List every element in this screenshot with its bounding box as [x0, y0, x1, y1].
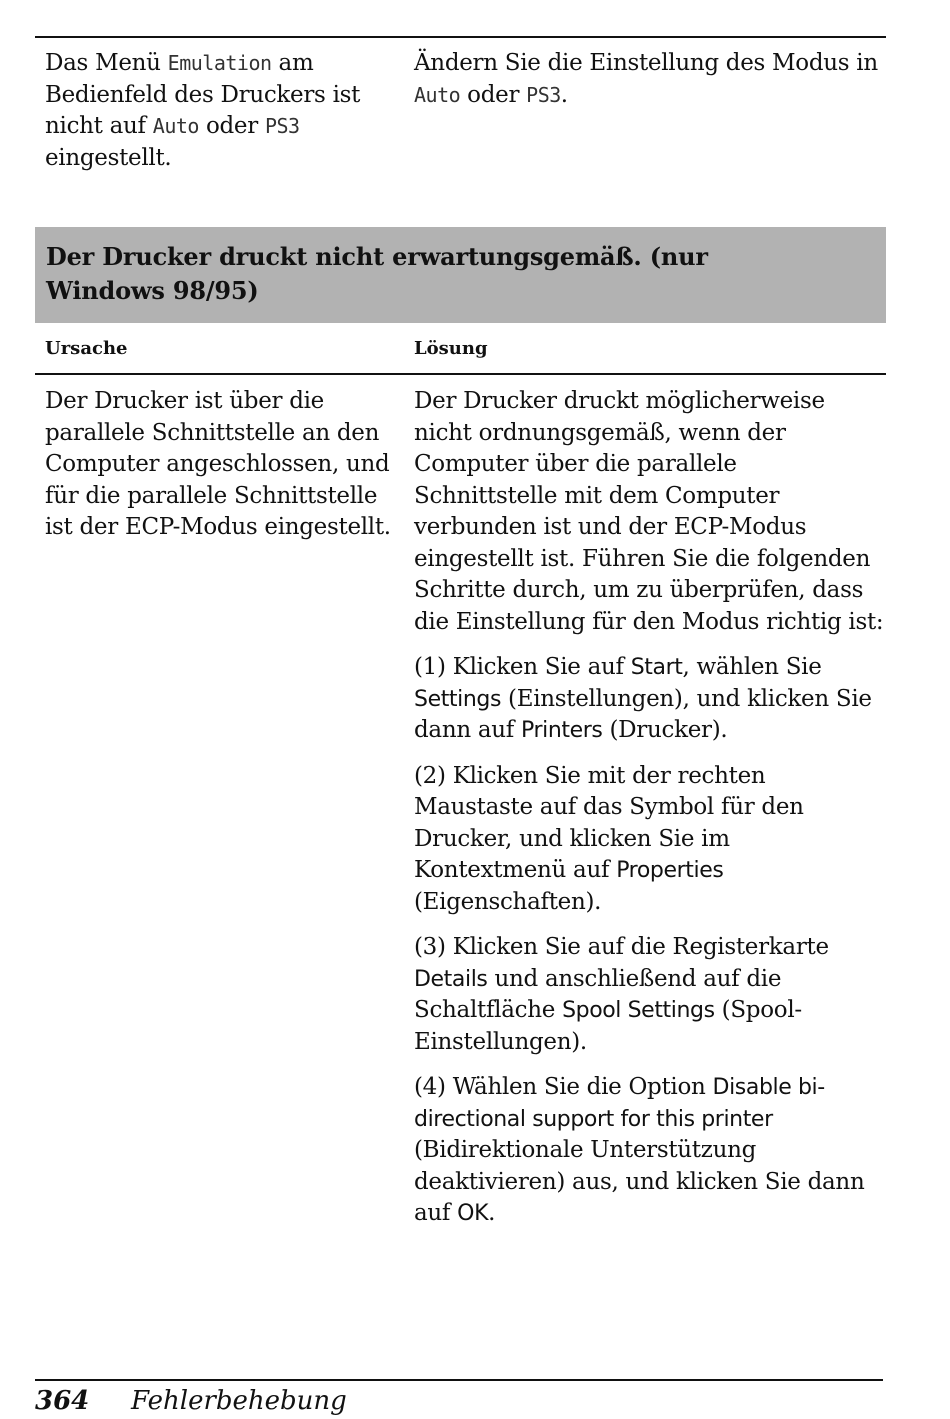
- ui-label-settings: Settings: [414, 686, 502, 712]
- solution-cell: Ändern Sie die Einstellung des Modus in Auto oder PS3.: [414, 50, 878, 108]
- column-header-cause: Ursache: [45, 338, 128, 359]
- emulation-menu-name: Emulation: [167, 51, 272, 75]
- ui-label-spool-settings: Spool Settings: [562, 998, 715, 1023]
- table-row: [35, 386, 886, 1226]
- step-4: (4) Wählen Sie die Option Disable bi-directional support for this printer (Bidirektionale Unterstützung deaktivieren) aus, und klicken Sie dann auf OK.: [414, 1074, 865, 1226]
- section-header: [35, 227, 886, 323]
- cause-cell: Das Menü Emulation am Bedienfeld des Druckers ist nicht auf Auto oder PS3 eingestellt.: [45, 50, 361, 171]
- ui-label-disable-bidirectional: Disable bi-directional support for this printer: [414, 1075, 825, 1132]
- ps3-setting-name: PS3: [264, 114, 300, 138]
- top-table-rule: [35, 36, 886, 38]
- solution-intro: Der Drucker druckt möglicherweise nicht ordnungsgemäß, wenn der Computer über die parallele Schnittstelle mit dem Computer verbunden ist und der ECP-Modus eingestellt ist. Führen Sie die folgenden Schritte durch, um zu überprüfen, dass die Einstellung für den Modus richtig ist:: [414, 388, 884, 635]
- ps3-setting-name: PS3: [526, 82, 561, 107]
- solution-cell: [414, 386, 884, 1244]
- step-2: (2) Klicken Sie mit der rechten Maustaste auf das Symbol für den Drucker, und klicken Sie im Kontextmenü auf Properties (Eigenschaften).: [414, 762, 804, 915]
- ui-label-start: Start: [630, 655, 683, 680]
- column-header-solution: Lösung: [414, 338, 488, 359]
- footer-rule: [35, 1379, 883, 1381]
- cause-cell: Der Drucker ist über die parallele Schnittstelle an den Computer angeschlossen, und für die parallele Schnittstelle ist der ECP-Modus eingestellt.: [45, 388, 391, 540]
- auto-setting-name: Auto: [414, 82, 461, 107]
- manual-page: [35, 0, 886, 1419]
- section-title: Der Drucker druckt nicht erwartungsgemäß. (nur Windows 98/95): [46, 242, 708, 305]
- table-row: [35, 48, 886, 188]
- ui-label-printers: Printers: [521, 718, 603, 743]
- step-1: (1) Klicken Sie auf Start, wählen Sie Settings (Einstellungen), und klicken Sie dann auf Printers (Drucker).: [414, 654, 872, 743]
- ui-label-properties: Properties: [616, 858, 724, 883]
- ui-label-details: Details: [414, 966, 488, 992]
- footer-section-name: Fehlerbehebung: [131, 1386, 347, 1416]
- page-number: 364: [35, 1386, 90, 1416]
- auto-setting-name: Auto: [152, 114, 199, 138]
- ui-label-ok: OK: [457, 1201, 489, 1226]
- header-rule: [35, 373, 886, 375]
- step-3: (3) Klicken Sie auf die Registerkarte Details und anschließend auf die Schaltfläche Spool Settings (Spool-Einstellungen).: [414, 934, 829, 1055]
